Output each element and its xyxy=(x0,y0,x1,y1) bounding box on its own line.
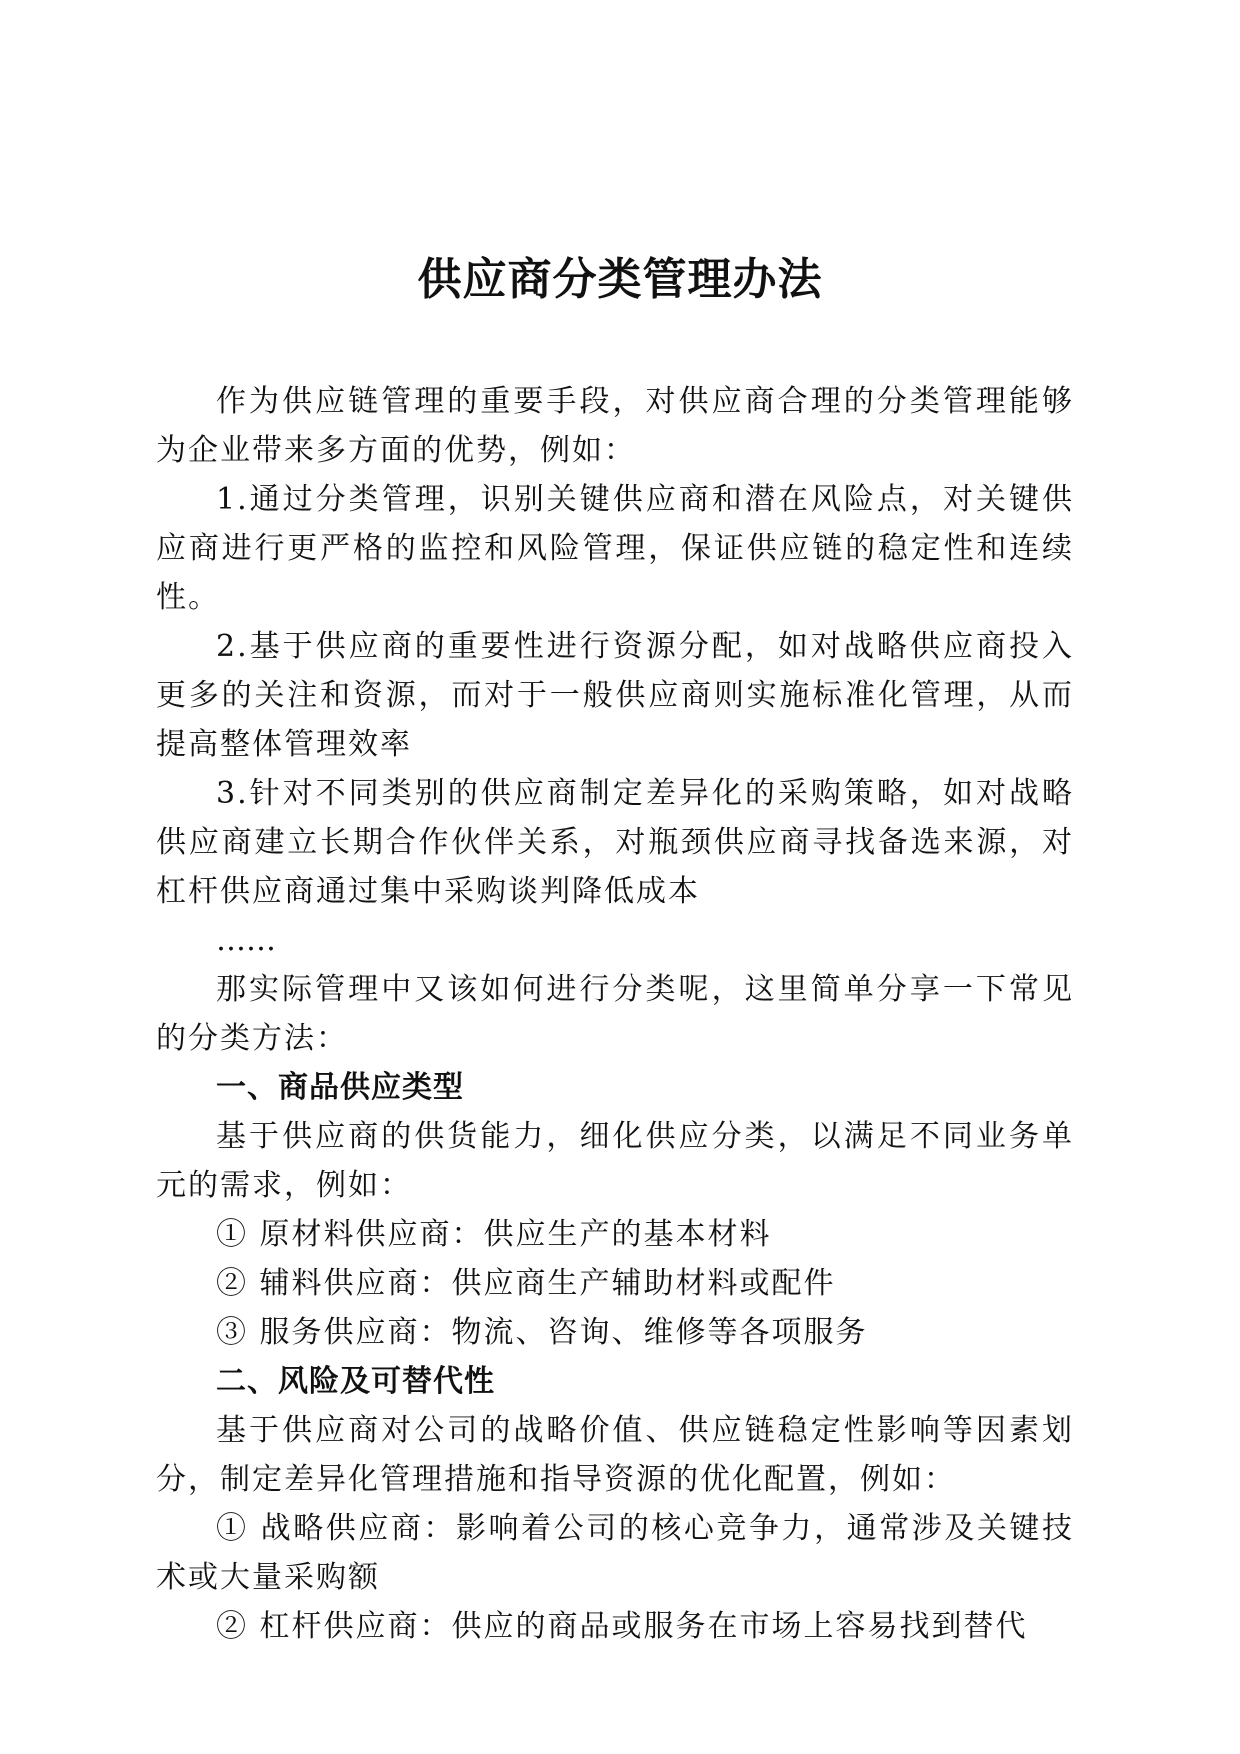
section-1-intro: 基于供应商的供货能力，细化供应分类，以满足不同业务单元的需求，例如： xyxy=(156,1119,1074,1203)
section-1-item-2: ② 辅料供应商：供应商生产辅助材料或配件 xyxy=(216,1266,836,1301)
section-1-item-1: ① 原材料供应商：供应生产的基本材料 xyxy=(216,1217,772,1252)
section-2-item-2: ② 杠杆供应商：供应的商品或服务在市场上容易找到替代 xyxy=(216,1609,1028,1644)
document-body xyxy=(156,377,1074,1651)
section-1-item-3: ③ 服务供应商：物流、咨询、维修等各项服务 xyxy=(216,1315,868,1350)
benefit-paragraph-1: 1.通过分类管理，识别关键供应商和潜在风险点，对关键供应商进行更严格的监控和风险管理，保证供应链的稳定性和连续性。 xyxy=(156,482,1074,615)
ellipsis-paragraph: …… xyxy=(216,923,276,958)
document-title: 供应商分类管理办法 xyxy=(417,254,823,305)
section-2-heading: 二、风险及可替代性 xyxy=(216,1364,495,1399)
intro-paragraph: 作为供应链管理的重要手段，对供应商合理的分类管理能够为企业带来多方面的优势，例如： xyxy=(156,384,1074,468)
section-1-heading: 一、商品供应类型 xyxy=(216,1070,464,1105)
section-2-intro: 基于供应商对公司的战略价值、供应链稳定性影响等因素划分，制定差异化管理措施和指导资源的优化配置，例如： xyxy=(156,1413,1074,1497)
section-2-item-1: ① 战略供应商：影响着公司的核心竞争力，通常涉及关键技术或大量采购额 xyxy=(156,1511,1074,1595)
benefit-paragraph-2: 2.基于供应商的重要性进行资源分配，如对战略供应商投入更多的关注和资源，而对于一般供应商则实施标准化管理，从而提高整体管理效率 xyxy=(156,629,1074,762)
benefit-paragraph-3: 3.针对不同类别的供应商制定差异化的采购策略，如对战略供应商建立长期合作伙伴关系，对瓶颈供应商寻找备选来源，对杠杆供应商通过集中采购谈判降低成本 xyxy=(156,776,1074,909)
transition-paragraph: 那实际管理中又该如何进行分类呢，这里简单分享一下常见的分类方法： xyxy=(156,972,1074,1056)
